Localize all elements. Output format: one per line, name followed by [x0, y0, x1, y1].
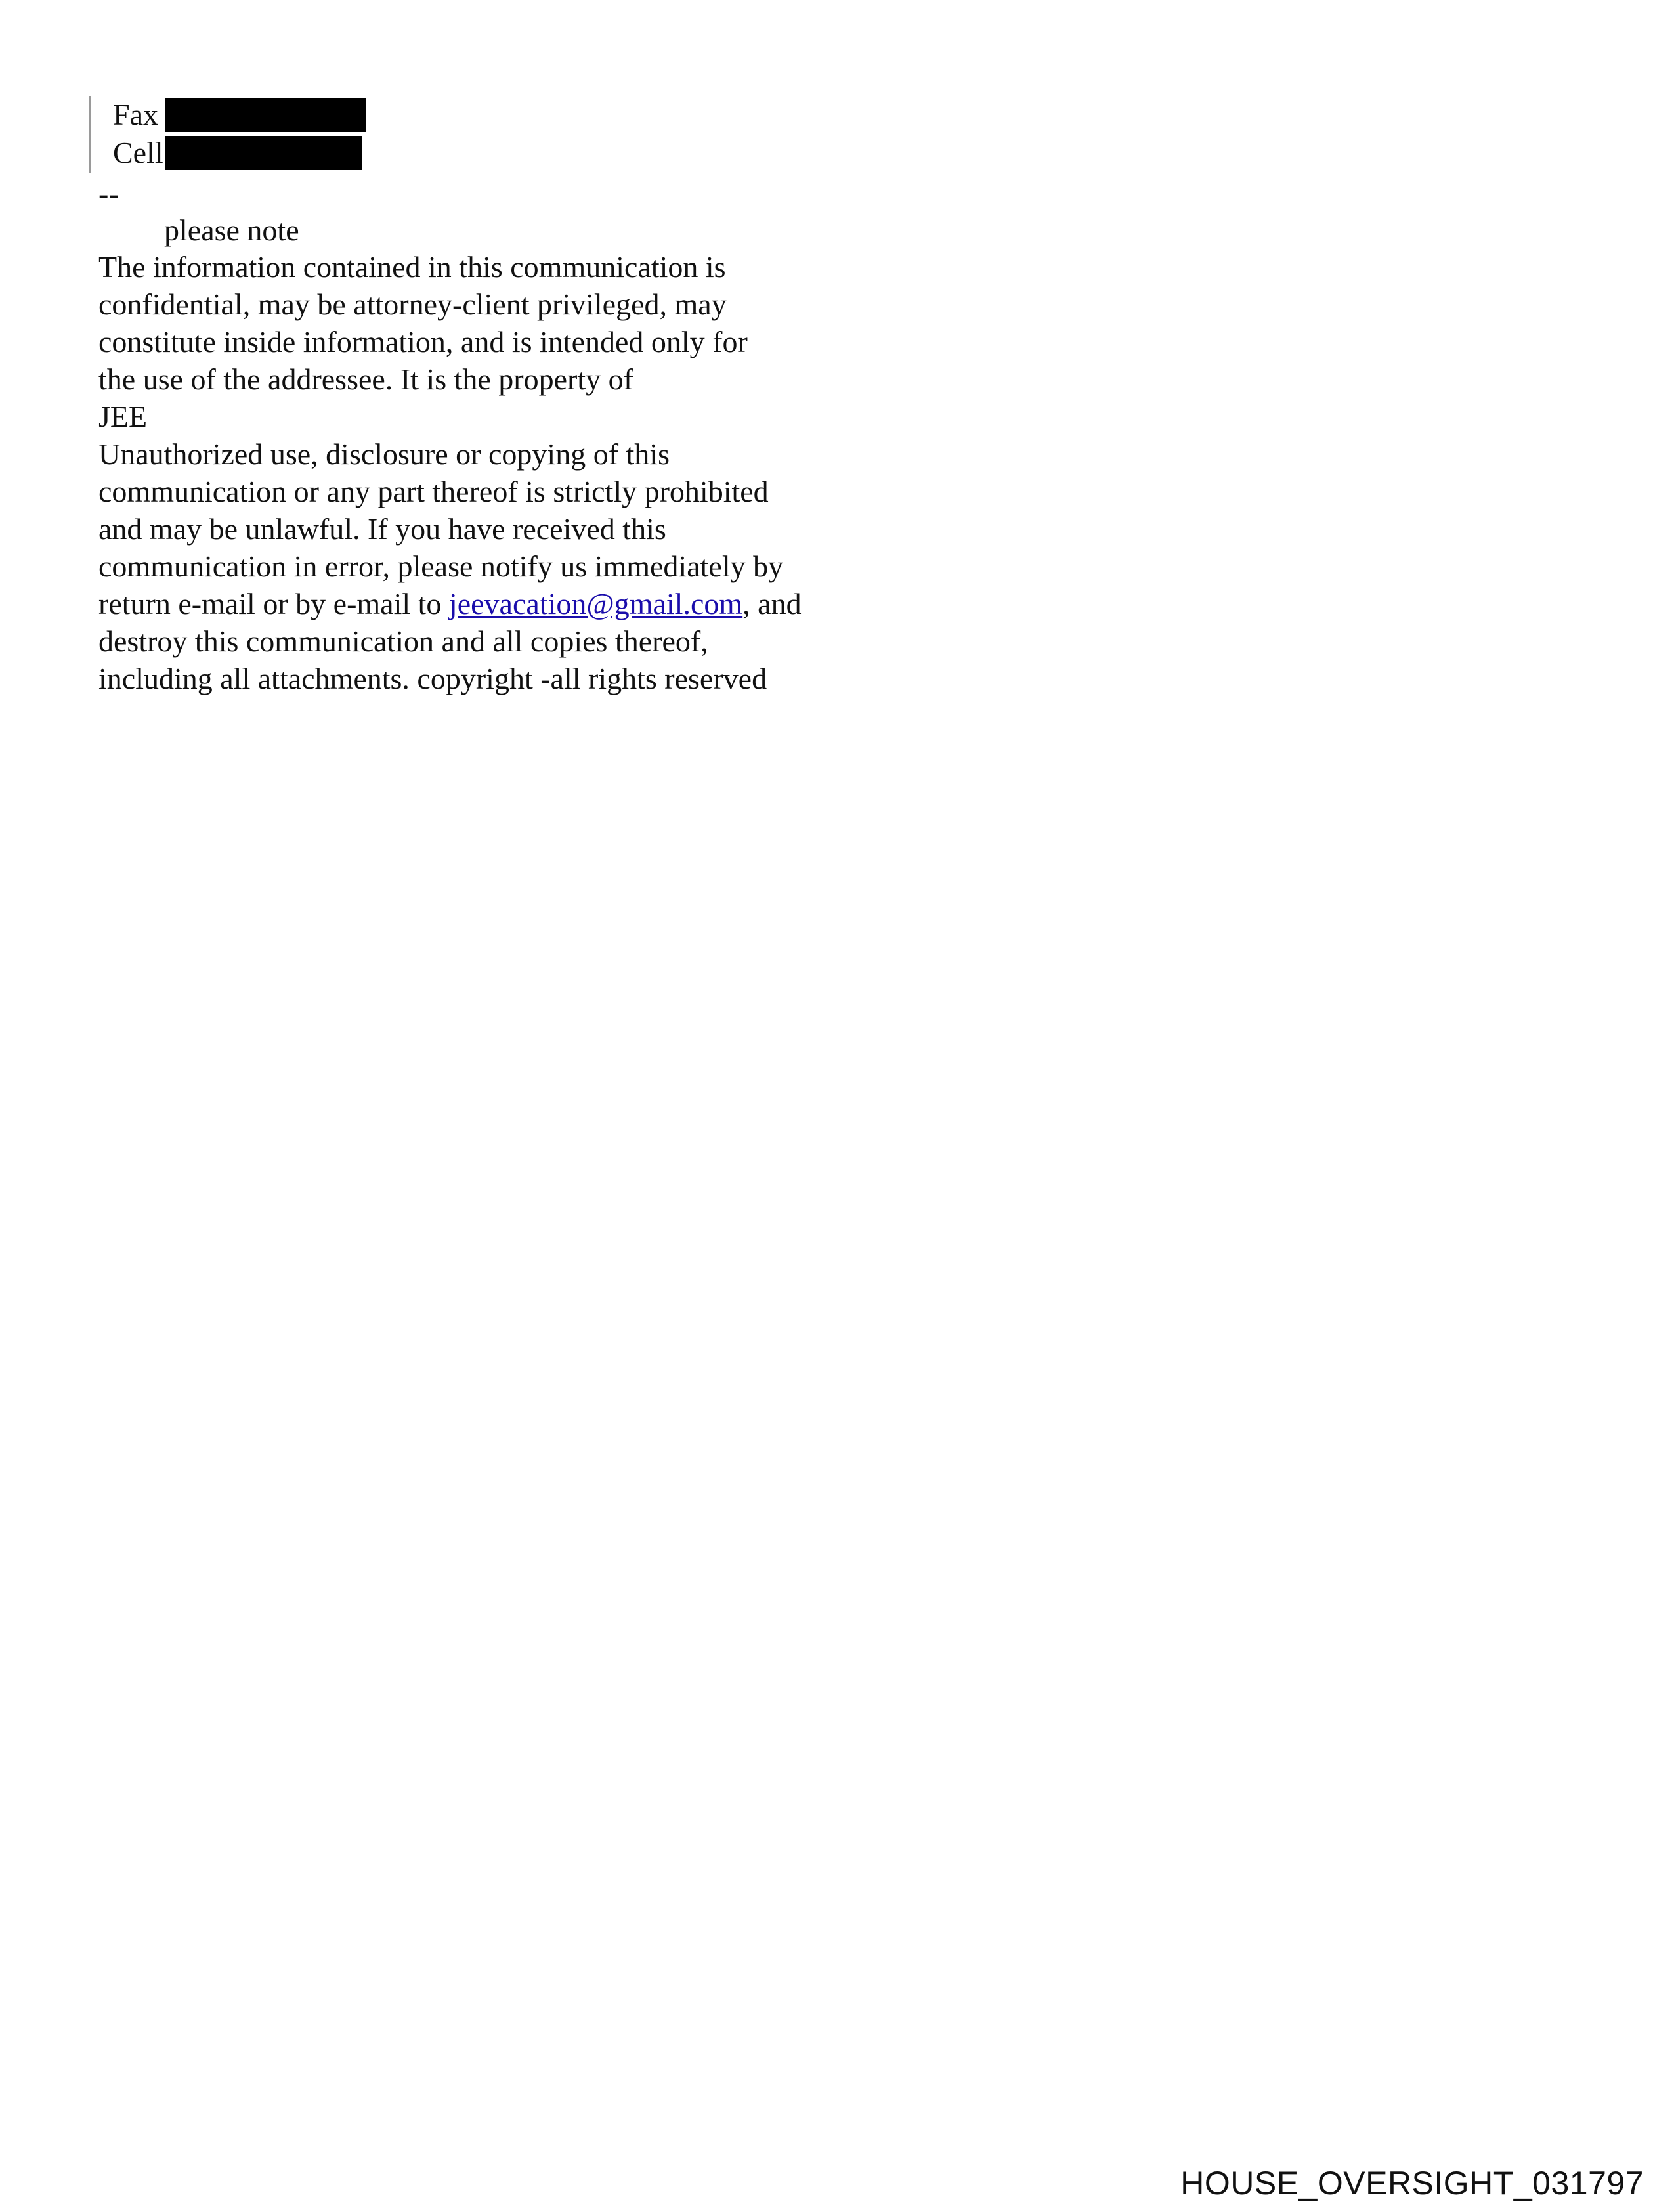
notice-line: destroy this communication and all copies thereof,	[98, 624, 708, 658]
notice-line: including all attachments. copyright -all rights reserved	[98, 662, 767, 695]
notice-email-suffix: , and	[742, 587, 802, 620]
notice-email-line	[98, 585, 802, 623]
notice-line: Unauthorized use, disclosure or copying of this	[98, 437, 670, 471]
notice-email-prefix: return e-mail or by e-mail to	[98, 587, 449, 620]
contact-block	[89, 96, 432, 173]
notice-line: the use of the addressee. It is the property of	[98, 362, 633, 396]
bates-number: HOUSE_OVERSIGHT_031797	[1180, 2165, 1644, 2201]
cell-row	[113, 134, 362, 172]
fax-row	[113, 96, 366, 134]
notice-line: confidential, may be attorney-client privileged, may	[98, 288, 727, 321]
notice-heading: please note	[164, 213, 299, 247]
notice-line: The information contained in this communication is	[98, 250, 726, 284]
cell-label: Cell	[113, 136, 163, 169]
signature-separator: --	[98, 177, 119, 210]
notice-line: communication or any part thereof is strictly prohibited	[98, 475, 769, 508]
notice-line: constitute inside information, and is intended only for	[98, 325, 748, 358]
notice-line: and may be unlawful. If you have received this	[98, 512, 666, 546]
cell-redaction-bar	[165, 136, 362, 170]
email-link[interactable]: jeevacation@gmail.com	[448, 587, 743, 620]
notice-line: JEE	[98, 400, 148, 433]
fax-label: Fax	[113, 98, 158, 131]
fax-redaction-bar	[165, 98, 366, 132]
notice-line: communication in error, please notify us immediately by	[98, 550, 784, 583]
